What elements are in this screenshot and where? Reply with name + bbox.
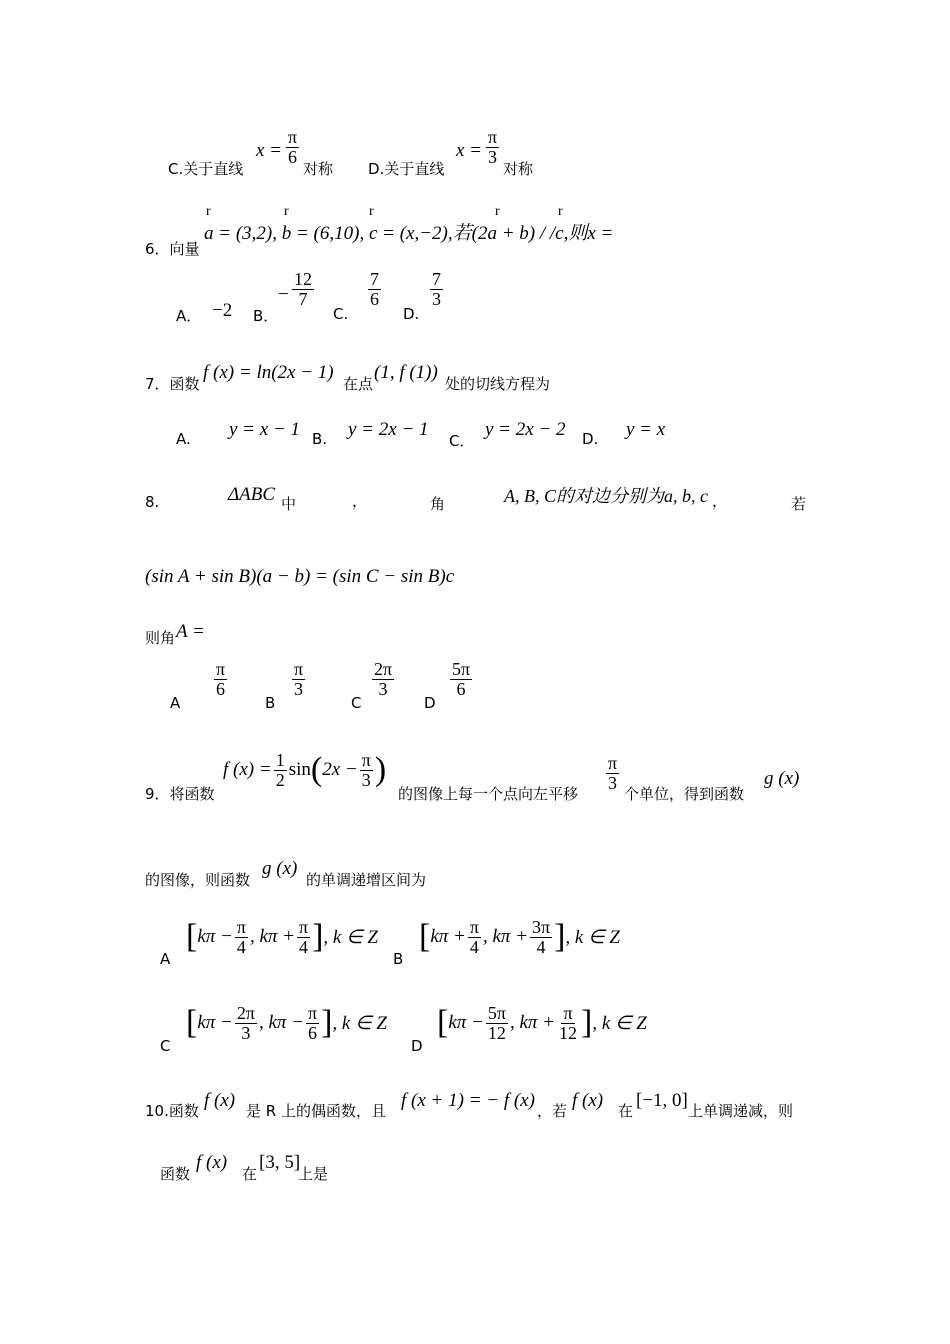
q9-text-1: 的图像上每一个点向左平移 (398, 785, 579, 803)
q7-option-b-label: B. (312, 430, 328, 448)
q10-interval: [−1, 0] (636, 1090, 688, 1111)
q7-function: f (x) = ln(2x − 1) (203, 362, 334, 383)
q8-text-ruo: 若 (791, 495, 807, 513)
q5-option-d-fraction: $\frac{\pi}{3}$ (488, 127, 498, 167)
q9-option-a-label: A (160, 950, 171, 968)
q10-f2: f (x) (572, 1090, 604, 1111)
q9-option-d-interval: [ kπ − $\frac{5\pi}{12}$ , kπ + $\frac{\pi}{12}$ ] , k ∈ Z (437, 1002, 647, 1043)
q5-option-c-suffix: 对称 (303, 160, 334, 178)
q8-option-c-fraction: $\frac{2\pi}{3}$ (374, 659, 393, 699)
q7-option-c-value: y = 2x − 2 (485, 419, 566, 440)
q8-text-zhong: 中 (281, 495, 297, 513)
q10-text-3: 在 (618, 1102, 634, 1120)
q8-text-jiao: 角 (430, 495, 446, 513)
q8-option-d-fraction: $\frac{5\pi}{6}$ (452, 659, 471, 699)
q7-option-d-value: y = x (626, 419, 666, 440)
q9-line2-suffix: 的单调递增区间为 (306, 871, 427, 889)
q9-inner-expression: 2x − (322, 759, 358, 780)
q10-prefix: 10.函数 (145, 1102, 199, 1120)
q7-point: (1, f (1)) (374, 362, 438, 383)
q6-option-b-sign: − (278, 284, 289, 305)
q9-pi-over-3-fraction: $\frac{\pi}{3}$ (361, 749, 371, 790)
q5-option-d-label: D.关于直线 (368, 160, 445, 178)
q10-text-1: 是 R 上的偶函数，且 (246, 1102, 386, 1120)
q6-expression: a = (3,2), b = (6,10), c = (x,−2),若(2a + b) / /c,则x = (204, 223, 614, 244)
q10-f1: f (x) (204, 1090, 236, 1111)
q9-prefix: 9．将函数 (145, 785, 215, 803)
q6-option-a-label: A． (176, 307, 202, 325)
q10-interval-2: [3, 5] (259, 1152, 301, 1173)
q6-option-b-label: B． (253, 307, 279, 325)
q7-prefix: 7．函数 (145, 375, 200, 393)
q7-option-a-value: y = x − 1 (229, 419, 301, 440)
q9-right-paren: ) (374, 751, 387, 788)
q8-option-b-label: B (265, 694, 276, 712)
q10-text-5: 在 (242, 1165, 258, 1183)
q5-option-d-lhs: x = (456, 140, 483, 161)
q7-option-c-label: C． (449, 432, 475, 450)
q8-triangle: ΔABC (228, 484, 276, 505)
q6-option-d-fraction: $\frac{7}{3}$ (432, 269, 441, 309)
q9-function-lhs: f (x) = (223, 759, 272, 780)
q7-suffix: 处的切线方程为 (445, 375, 551, 393)
q6-option-c-label: C. (333, 305, 349, 323)
q9-half-fraction: $\frac{1}{2}$ (275, 749, 285, 790)
q9-option-c-interval: [ kπ − $\frac{2\pi}{3}$ , kπ − $\frac{\pi}{6}$ ] , k ∈ Z (186, 1002, 387, 1043)
q8-ask-prefix: 则角 (145, 629, 176, 647)
q8-option-a-fraction: $\frac{\pi}{6}$ (216, 659, 226, 699)
q9-function-expression (223, 745, 386, 795)
q9-shift-fraction: $\frac{\pi}{3}$ (608, 753, 618, 793)
q7-option-a-label: A. (176, 430, 191, 448)
q9-left-paren: ( (310, 751, 323, 788)
q10-text-4: 上单调递减，则 (688, 1102, 794, 1120)
q5-option-d-suffix: 对称 (503, 160, 534, 178)
q6-vector-mark-c2: r (558, 204, 563, 219)
q9-sin: sin (288, 759, 311, 780)
q9-option-d-label: D (411, 1037, 423, 1055)
q10-line2-prefix: 函数 (160, 1165, 191, 1183)
q7-option-b-value: y = 2x − 1 (348, 419, 429, 440)
q8-comma: ， (352, 492, 368, 510)
q10-f3: f (x) (196, 1152, 228, 1173)
q9-option-b-interval: [ kπ + $\frac{\pi}{4}$ , kπ + $\frac{3\pi}{4}$ ] , k ∈ Z (419, 916, 620, 957)
q8-sides: A, B, C的对边分别为a, b, c (504, 486, 708, 506)
q8-option-a-label: A (170, 694, 181, 712)
q6-option-b-fraction: $\frac{12}{7}$ (294, 269, 312, 309)
q8-option-b-fraction: $\frac{\pi}{3}$ (294, 659, 304, 699)
q6-option-a-value: −2 (212, 300, 233, 321)
q9-option-a-interval: [ kπ − $\frac{\pi}{4}$ , kπ + $\frac{\pi}{4}$ ] , k ∈ Z (186, 916, 378, 957)
q9-line2-prefix: 的图像，则函数 (145, 871, 251, 889)
q7-option-d-label: D. (582, 430, 599, 448)
q8-ask-variable: A = (176, 621, 205, 642)
q5-option-c-lhs: x = (256, 140, 283, 161)
q6-vector-mark-2a: r (495, 204, 500, 219)
q6-vector-mark-a: r (206, 204, 211, 219)
q6-option-d-label: D. (403, 305, 420, 323)
q6-vector-mark-c: r (369, 204, 374, 219)
q10-text-2: ，若 (537, 1102, 568, 1120)
q8-comma-2: ， (712, 492, 728, 510)
q10-text-6: 上是 (298, 1165, 329, 1183)
q8-equation: (sin A + sin B)(a − b) = (sin C − sin B)c (145, 566, 455, 587)
q6-vector-mark-b: r (284, 204, 289, 219)
q9-option-c-label: C (160, 1037, 171, 1055)
q5-option-c-fraction: $\frac{\pi}{6}$ (288, 127, 298, 167)
q6-prefix: 6．向量 (145, 240, 200, 258)
q8-number: 8. (145, 493, 160, 511)
q9-g-function: g (x) (764, 768, 800, 789)
q9-option-b-label: B (393, 950, 404, 968)
q10-equation: f (x + 1) = − f (x) (401, 1090, 535, 1111)
q7-mid-text: 在点 (343, 375, 374, 393)
q5-option-c-label: C.关于直线 (168, 160, 244, 178)
q8-option-c-label: C (351, 694, 362, 712)
q8-option-d-label: D (424, 694, 436, 712)
q6-option-c-fraction: $\frac{7}{6}$ (370, 269, 379, 309)
q9-text-2: 个单位，得到函数 (624, 785, 745, 803)
q9-line2-g: g (x) (262, 858, 298, 879)
